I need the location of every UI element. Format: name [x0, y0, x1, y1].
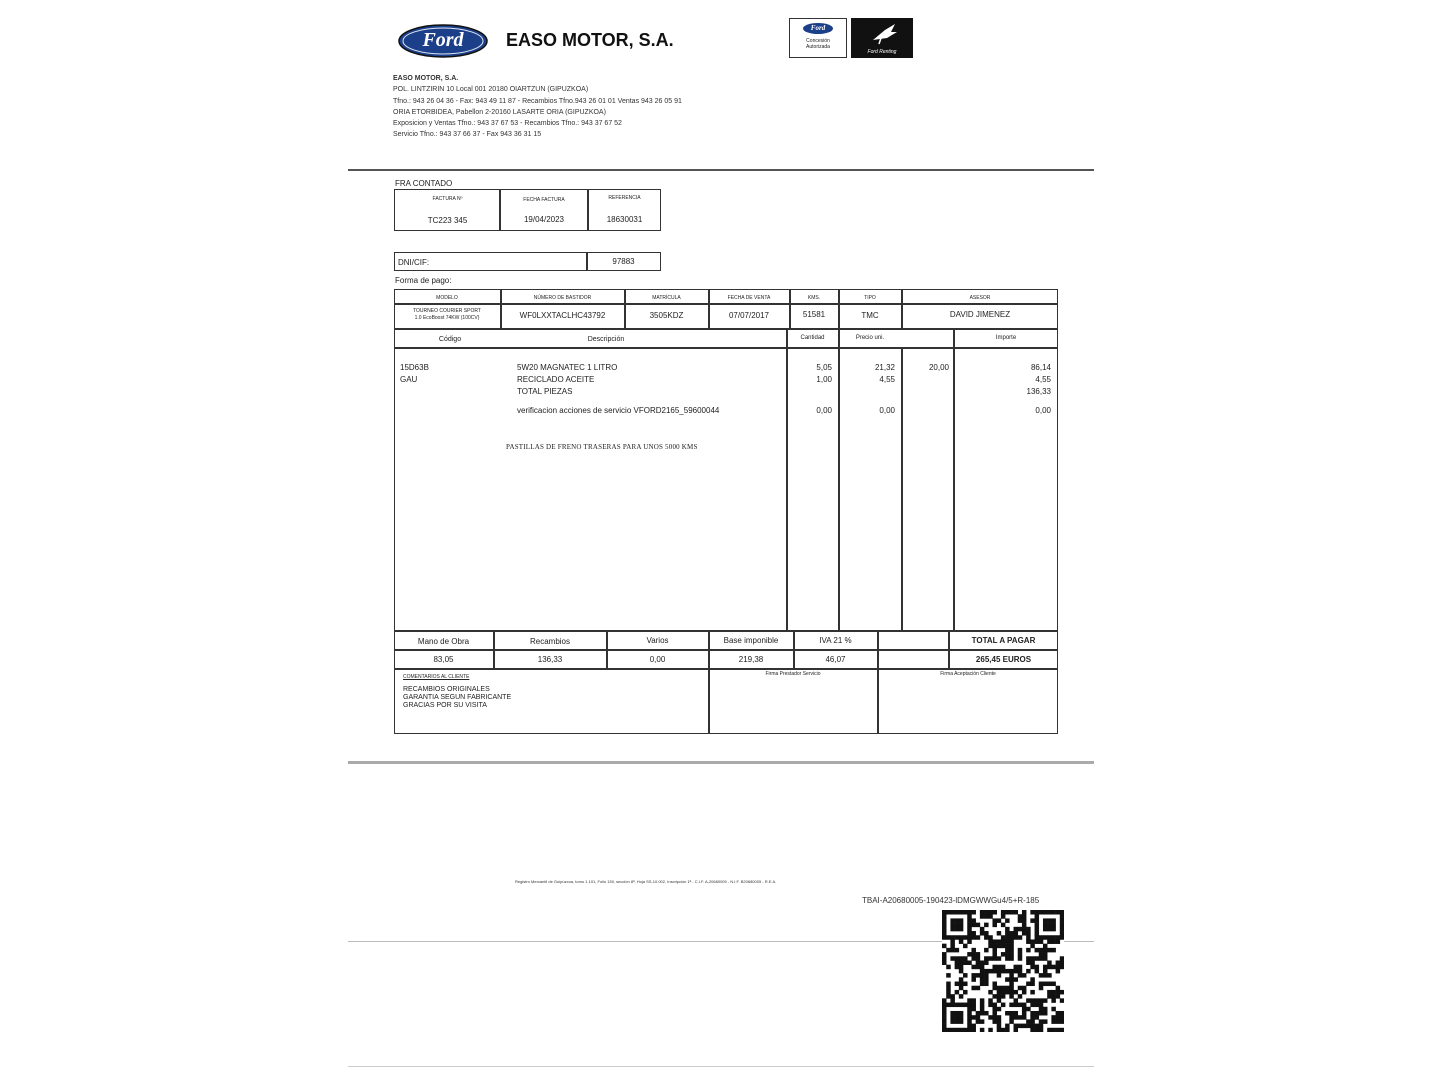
company-title: EASO MOTOR, S.A.: [506, 30, 674, 50]
vehicle-header-asesor: ASESOR: [969, 295, 991, 301]
fecha-value: 19/04/2023: [523, 215, 565, 224]
dni-label: DNI/CIF:: [398, 258, 430, 267]
iva-label: IVA 21 %: [819, 636, 852, 645]
tbai-qr-code: [942, 910, 1064, 1032]
invoice-type: FRA CONTADO: [395, 179, 453, 188]
bird-icon: [851, 18, 913, 48]
vehicle-header-tipo: TIPO: [864, 295, 876, 301]
vehicle-header-bastidor: NÚMERO DE BASTIDOR: [533, 295, 592, 301]
items-header-precio: Precio uni.: [855, 335, 885, 341]
address-block: EASO MOTOR, S.A. POL. LINTZIRIN 10 Local 001 20180 OIARTZUN (GIPUZKOA) Tfno.: 943 26 04 36 - Fax: 943 49 11 87 - Recambios Tfno.943 26 01 01 Ventas 943 26 05 91 ORIA ETORBIDEA, Pabellon 2-20160 LASARTE ORIA (GIPUZKOA) Exposicion y Ventas Tfno.: 943 37 67 53 - Recambios Tfno.: 943 37 67 52 Servicio Tfno.: 943 37 66 37 - Fax 943 36 31 15: [393, 75, 682, 139]
footer-divider-1: [348, 761, 1094, 764]
tbai-code: TBAI-A20680005-190423-lDMGWWGu4/5+R-185: [862, 896, 1040, 905]
items-header-importe: Importe: [995, 335, 1017, 341]
footer-divider-3: [348, 1066, 1094, 1067]
recambios-label: Recambios: [529, 637, 570, 646]
dni-value: 97883: [612, 257, 635, 266]
vehicle-modelo: TOURNEO COURIER SPORT 1.0 EcoBoost 74KW (100CV): [413, 308, 481, 321]
comments-list: RECAMBIOS ORIGINALES GARANTIA SEGUN FABRICANTE GRACIAS POR SU VISITA: [403, 686, 512, 709]
base-label: Base imponible: [723, 636, 779, 645]
vehicle-fecha-venta: 07/07/2017: [728, 311, 770, 320]
items-header-cantidad: Cantidad: [800, 335, 825, 341]
total-value: 265,45 EUROS: [975, 655, 1032, 664]
factura-label: FACTURA Nº: [432, 196, 463, 202]
mano-obra-value: 83,05: [433, 655, 454, 664]
fecha-label: FECHA FACTURA: [523, 197, 565, 203]
items-header-descripcion: Descripción: [587, 336, 625, 343]
vehicle-asesor: DAVID JIMENEZ: [949, 310, 1011, 319]
mano-obra-label: Mano de Obra: [417, 637, 470, 646]
total-label: TOTAL A PAGAR: [971, 636, 1036, 645]
registro-mercantil: Registro Mercantil de Guipúzcoa, tomo 1.101, Folio 150, sección 8ª, Hoja SS-10.002, Inscripción 1ª - C.I.F. A-20680005 - N.I.F. B20680005 - R.E.A.: [515, 879, 777, 884]
factura-value: TC223 345: [427, 216, 468, 225]
header-divider: [348, 169, 1094, 171]
vehicle-bastidor: WF0LXXTACLHC43792: [519, 311, 606, 320]
varios-value: 0,00: [649, 655, 666, 664]
recambios-value: 136,33: [537, 655, 563, 664]
forma-pago-label: Forma de pago:: [395, 276, 452, 285]
firma-prestador: Firma Prestador Servicio: [765, 671, 821, 677]
ford-logo: Ford: [398, 24, 488, 58]
qr-icon: [942, 910, 1064, 1032]
firma-cliente: Firma Aceptación Cliente: [940, 671, 996, 677]
ford-renting-badge: Ford Renting: [851, 18, 913, 58]
referencia-value: 18630031: [606, 215, 643, 224]
comments-label: COMENTARIOS AL CLIENTE: [403, 674, 470, 680]
items-note: PASTILLAS DE FRENO TRASERAS PARA UNOS 5000 KMS: [506, 443, 698, 451]
vehicle-tipo: TMC: [861, 311, 879, 320]
ford-mini-logo: Ford: [803, 23, 833, 34]
vehicle-kms: 51581: [802, 310, 826, 319]
varios-label: Varios: [646, 636, 669, 645]
iva-value: 46,07: [825, 655, 846, 664]
base-value: 219,38: [738, 655, 764, 664]
vehicle-header-modelo: MODELO: [436, 295, 458, 301]
vehicle-header-matricula: MATRÍCULA: [652, 295, 681, 301]
vehicle-header-fecha: FECHA DE VENTA: [727, 295, 771, 301]
items-header-codigo: Código: [438, 336, 462, 343]
ford-dealer-badge: Ford Concesión Autorizada: [789, 18, 847, 58]
referencia-label: REFERENCIA: [608, 195, 641, 201]
vehicle-header-kms: KMS.: [807, 295, 821, 301]
vehicle-matricula: 3505KDZ: [649, 311, 684, 320]
